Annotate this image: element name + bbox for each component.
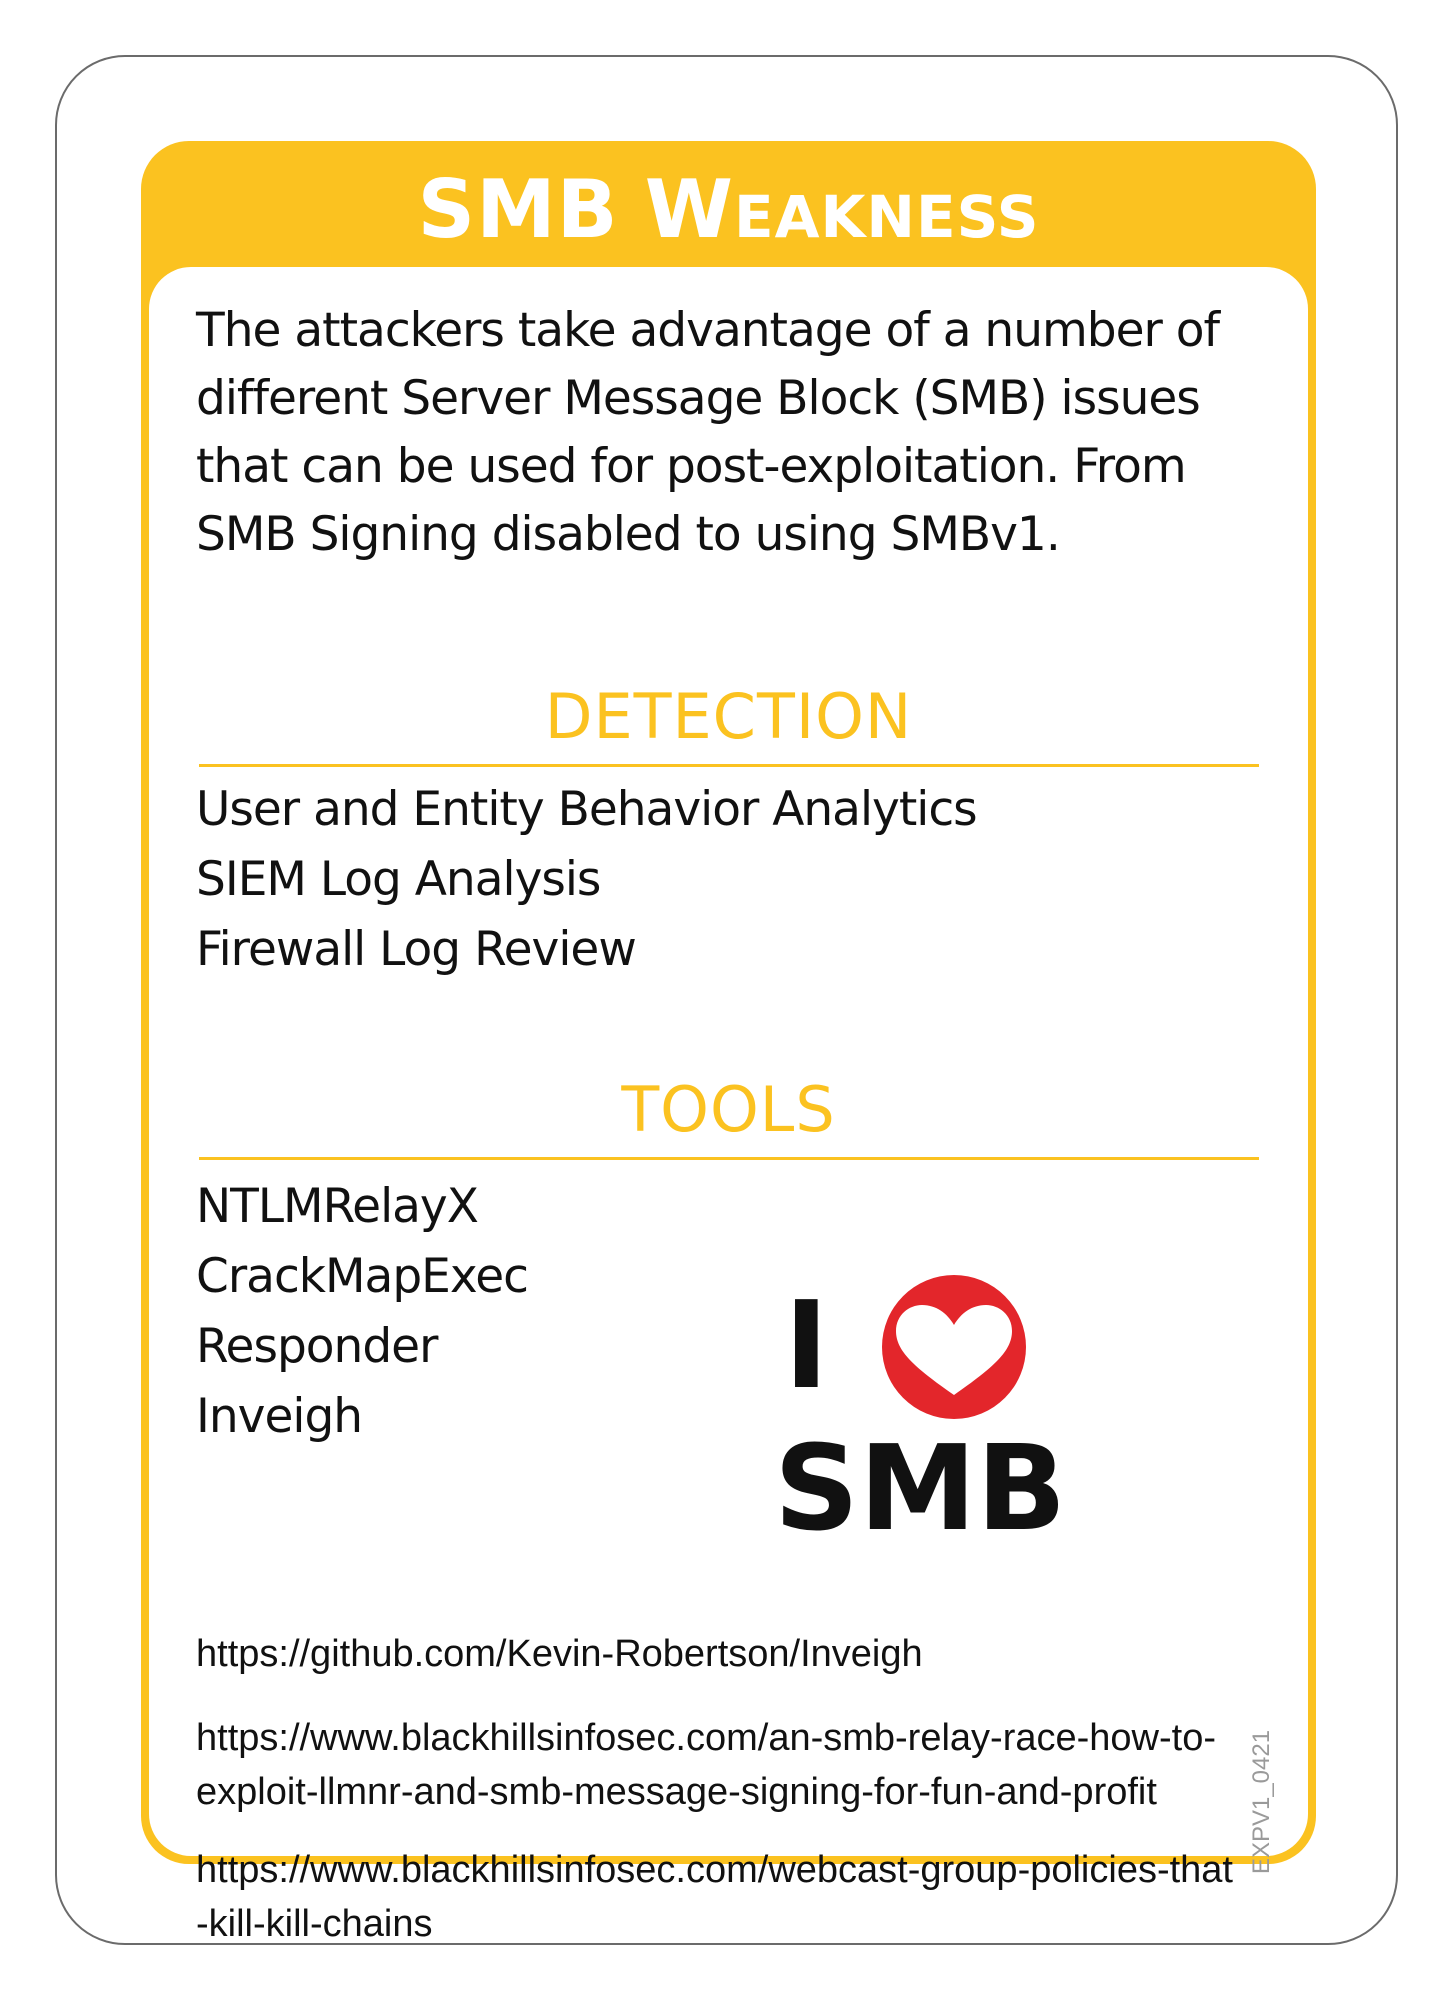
detection-item: User and Entity Behavior Analytics [196, 782, 977, 837]
card-body [149, 267, 1308, 1945]
logo-text: SMB [774, 1419, 1067, 1547]
tools-list [196, 1172, 528, 1452]
reference-links [196, 1627, 1236, 1975]
tools-divider [199, 1157, 1259, 1160]
tool-item: CrackMapExec [196, 1249, 529, 1304]
heart-icon [882, 1275, 1026, 1419]
reference-link[interactable]: https://www.blackhillsinfosec.com/an-smb-relay-race-how-to-exploit-llmnr-and-smb-message-signing-for-fun-and-profit [196, 1717, 1216, 1813]
logo-letter: I [784, 1277, 829, 1416]
card-code-text: EXPV1_0421 [1248, 1729, 1275, 1875]
detection-divider [199, 764, 1259, 767]
detection-item: Firewall Log Review [196, 922, 636, 977]
detection-list [196, 775, 977, 985]
reference-link[interactable]: https://github.com/Kevin-Robertson/Inveigh [196, 1633, 923, 1675]
i-love-smb-logo [764, 1267, 1084, 1547]
tools-heading: TOOLS [621, 1073, 836, 1146]
tool-item: NTLMRelayX [196, 1179, 478, 1234]
detection-heading: DETECTION [544, 680, 913, 753]
card-title-text: SMB WEAKNESS [417, 163, 1040, 256]
card-title [141, 155, 1316, 265]
reference-link[interactable]: https://www.blackhillsinfosec.com/webcast-group-policies-that-kill-kill-chains [196, 1849, 1233, 1945]
card-frame [141, 141, 1316, 1945]
card-description: The attackers take advantage of a number of different Server Message Block (SMB) issues that can be used for post-exploitation. From SMB Signing disabled to using SMBv1. [196, 303, 1220, 562]
tool-item: Inveigh [196, 1389, 363, 1444]
tool-item: Responder [196, 1319, 438, 1374]
detection-item: SIEM Log Analysis [196, 852, 601, 907]
card-code [1242, 1702, 1282, 1902]
